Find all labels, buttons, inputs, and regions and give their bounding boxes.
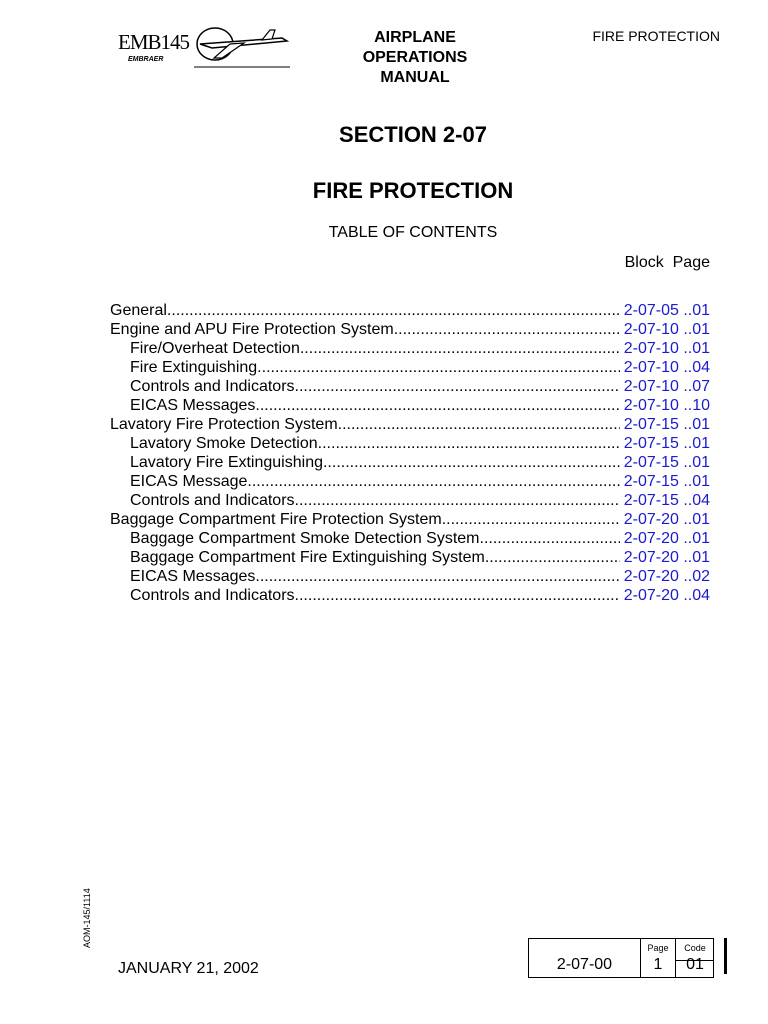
toc-leader-dots xyxy=(247,472,619,491)
toc-entry-label: Engine and APU Fire Protection System xyxy=(110,321,394,338)
page-info-box xyxy=(528,938,714,978)
toc-entry-page-ref[interactable]: 2-07-15 ..01 xyxy=(623,416,710,433)
toc-entry[interactable] xyxy=(110,491,710,510)
toc-entry[interactable] xyxy=(110,434,710,453)
logo-subtext: EMBRAER xyxy=(128,56,164,63)
toc-leader-dots xyxy=(480,529,620,548)
toc-entry[interactable] xyxy=(110,396,710,415)
page-number: 1 xyxy=(653,956,663,973)
toc-leader-dots xyxy=(300,339,620,358)
toc-entry-page-ref[interactable]: 2-07-20 ..01 xyxy=(623,511,710,528)
code-label: Code xyxy=(684,943,706,953)
toc-entry-page-ref[interactable]: 2-07-15 ..01 xyxy=(623,435,710,452)
toc-entry-label: Lavatory Fire Extinguishing xyxy=(130,454,323,471)
toc-leader-dots xyxy=(323,453,620,472)
toc-entry-page-ref[interactable]: 2-07-20 ..04 xyxy=(623,587,710,604)
toc-leader-dots xyxy=(338,415,620,434)
toc-leader-dots xyxy=(255,396,619,415)
toc-entry-page-ref[interactable]: 2-07-10 ..01 xyxy=(623,321,710,338)
manual-title-line: OPERATIONS xyxy=(362,49,468,66)
toc-entry-page-ref[interactable]: 2-07-15 ..04 xyxy=(623,492,710,509)
manual-title xyxy=(330,28,500,88)
toc-entry-label: Controls and Indicators xyxy=(130,378,295,395)
toc-column-header: Block Page xyxy=(624,254,710,271)
toc-entry-label: Lavatory Smoke Detection xyxy=(130,435,318,452)
toc-entry-label: EICAS Messages xyxy=(130,568,256,585)
toc-entry-label: Baggage Compartment Fire Protection System xyxy=(110,511,442,528)
toc-entry-label: Controls and Indicators xyxy=(130,492,295,509)
page-cell xyxy=(641,939,676,977)
toc-entry[interactable] xyxy=(110,358,710,377)
manual-title-line: MANUAL xyxy=(380,69,450,86)
toc-leader-dots xyxy=(295,491,620,510)
toc-entry-label: EICAS Messages xyxy=(130,397,256,414)
toc-heading: TABLE OF CONTENTS xyxy=(328,224,498,241)
toc-leader-dots xyxy=(318,434,620,453)
block-number: 2-07-00 xyxy=(556,956,613,973)
toc-entry[interactable] xyxy=(110,472,710,491)
toc-entry-label: Controls and Indicators xyxy=(130,587,295,604)
toc-entry[interactable] xyxy=(110,415,710,434)
toc-leader-dots xyxy=(295,586,620,605)
page-label: Page xyxy=(647,943,669,953)
toc-entry[interactable] xyxy=(110,548,710,567)
toc-entry-page-ref[interactable]: 2-07-10 ..01 xyxy=(623,340,710,357)
toc-entry[interactable] xyxy=(110,529,710,548)
toc-entry-page-ref[interactable]: 2-07-20 ..02 xyxy=(623,568,710,585)
toc-leader-dots xyxy=(485,548,620,567)
toc-leader-dots xyxy=(394,320,620,339)
toc-entry-page-ref[interactable]: 2-07-10 ..04 xyxy=(623,359,710,376)
code-number: 01 xyxy=(686,956,704,973)
toc-entry-label: Fire/Overheat Detection xyxy=(130,340,300,357)
toc-entry-page-ref[interactable]: 2-07-05 ..01 xyxy=(623,302,710,319)
toc-entry-label: Lavatory Fire Protection System xyxy=(110,416,338,433)
toc-entry[interactable] xyxy=(110,453,710,472)
change-bar xyxy=(724,938,727,974)
toc-entry[interactable] xyxy=(110,586,710,605)
toc-entry-page-ref[interactable]: 2-07-10 ..07 xyxy=(623,378,710,395)
document-id: AOM-145/1114 xyxy=(82,888,92,948)
toc-entry-label: Fire Extinguishing xyxy=(130,359,258,376)
toc-entry-page-ref[interactable]: 2-07-20 ..01 xyxy=(623,549,710,566)
block-cell xyxy=(529,939,641,977)
toc-entry-page-ref[interactable]: 2-07-15 ..01 xyxy=(623,473,710,490)
toc-entry-label: Baggage Compartment Smoke Detection System xyxy=(130,530,480,547)
toc-entry-page-ref[interactable]: 2-07-15 ..01 xyxy=(623,454,710,471)
toc-entry[interactable] xyxy=(110,339,710,358)
toc-entry[interactable] xyxy=(110,510,710,529)
manual-title-line: AIRPLANE xyxy=(374,29,456,46)
toc-leader-dots xyxy=(257,358,620,377)
chapter-name: FIRE PROTECTION xyxy=(592,28,720,44)
toc-entry-label: General xyxy=(110,302,167,319)
table-of-contents xyxy=(110,301,710,605)
logo-text: EMB145 xyxy=(118,30,190,54)
section-number: SECTION 2-07 xyxy=(339,122,487,147)
toc-leader-dots xyxy=(295,377,620,396)
revision-date: JANUARY 21, 2002 xyxy=(118,960,259,977)
toc-entry[interactable] xyxy=(110,320,710,339)
toc-leader-dots xyxy=(255,567,619,586)
code-cell xyxy=(676,939,714,977)
toc-entry-label: Baggage Compartment Fire Extinguishing System xyxy=(130,549,485,566)
toc-entry-label: EICAS Message xyxy=(130,473,248,490)
toc-entry-page-ref[interactable]: 2-07-20 ..01 xyxy=(623,530,710,547)
toc-entry[interactable] xyxy=(110,301,710,320)
toc-leader-dots xyxy=(442,510,620,529)
toc-entry-page-ref[interactable]: 2-07-10 ..10 xyxy=(623,397,710,414)
toc-entry[interactable] xyxy=(110,377,710,396)
toc-leader-dots xyxy=(167,301,620,320)
section-title: FIRE PROTECTION xyxy=(312,178,514,203)
toc-entry[interactable] xyxy=(110,567,710,586)
